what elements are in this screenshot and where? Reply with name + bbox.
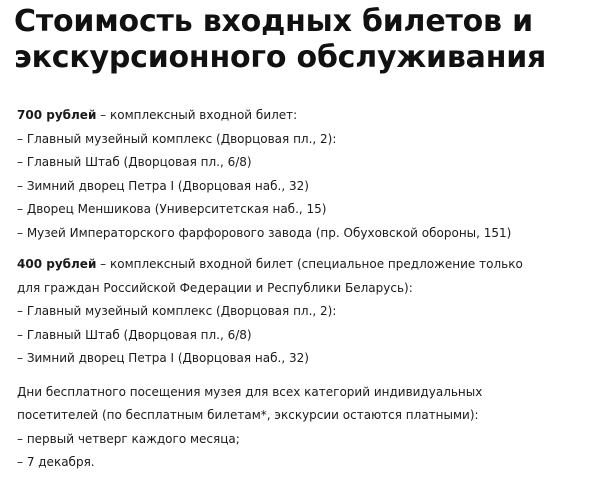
price-amount: 700 рублей — [17, 108, 97, 122]
price-line — [17, 104, 587, 128]
free-days-intro-continued: посетителей (по бесплатным билетам*, экскурсии остаются платными): — [17, 408, 479, 422]
list-item: – Главный музейный комплекс (Дворцовая пл., 2): — [17, 304, 337, 318]
price-section-700 — [17, 104, 587, 245]
list-item: – Главный Штаб (Дворцовая пл., 6/8) — [17, 155, 252, 169]
list-item: – Главный музейный комплекс (Дворцовая пл., 2): — [17, 131, 337, 146]
list-item: – Музей Императорского фарфорового завода (пр. Обуховской обороны, 151) — [17, 225, 512, 240]
title-line-1: Стоимость входных билетов и — [14, 4, 533, 39]
price-amount: 400 рублей — [17, 257, 97, 271]
price-description: – комплексный входной билет: — [96, 108, 298, 122]
price-section-400 — [17, 253, 587, 371]
list-item: – первый четверг каждого месяца; — [17, 431, 240, 446]
free-days-section — [17, 381, 587, 475]
page-title — [14, 4, 594, 76]
free-days-intro: Дни бесплатного посещения музея для всех категорий индивидуальных — [17, 384, 483, 399]
price-description-continued: для граждан Российской Федерации и Республики Беларусь): — [17, 280, 413, 295]
list-item: – 7 декабря. — [17, 455, 95, 469]
price-description: – комплексный входной билет (специальное предложение только — [96, 257, 523, 271]
list-item: – Главный Штаб (Дворцовая пл., 6/8) — [17, 327, 252, 342]
title-line-2: экскурсионного обслуживания — [14, 40, 547, 75]
list-item: – Зимний дворец Петра I (Дворцовая наб., 32) — [17, 178, 309, 193]
list-item: – Дворец Меншикова (Университетская наб., 15) — [17, 202, 327, 216]
page-content — [17, 104, 587, 483]
list-item: – Зимний дворец Петра I (Дворцовая наб., 32) — [17, 351, 309, 365]
price-line — [17, 253, 587, 277]
